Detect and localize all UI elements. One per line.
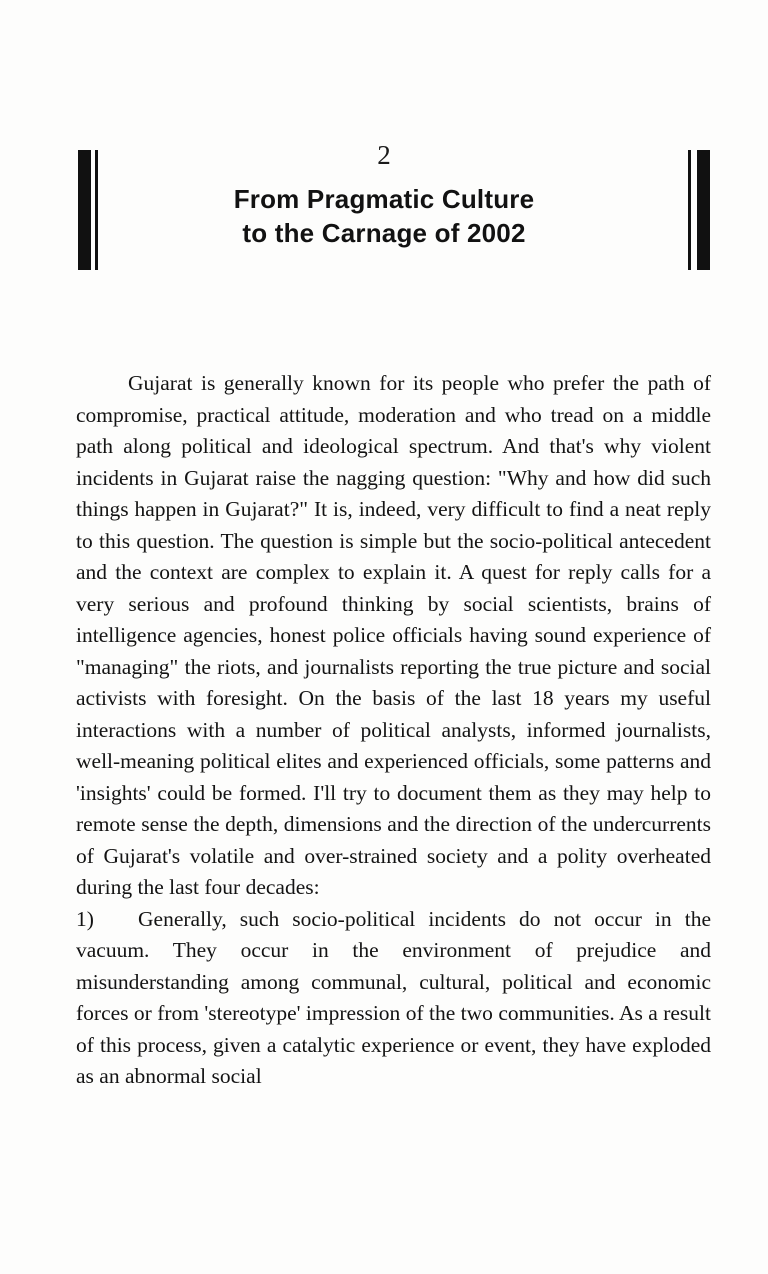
list-item-text: Generally, such socio-political incidents do not occur in the vacuum. They occur in the environment of prejudice and misunderstanding among communal, cultural, political and economic forces or from 'stereotype' impression of the two communities. As a result of this process, given a catalytic experience or event, they have exploded as an abnormal social [76,906,711,1088]
chapter-header [0,0,768,250]
rule-thin-bar [95,150,98,270]
page-title [0,182,768,250]
rule-thick-bar [78,150,91,270]
chapter-title-line-2: to the Carnage of 2002 [242,218,526,248]
list-item-marker: 1) [76,906,94,931]
chapter-title-line-1: From Pragmatic Culture [233,184,535,214]
paragraph-1: Gujarat is generally known for its people who prefer the path of compromise, practical attitude, moderation and who tread on a middle path along political and ideological spectrum. And that's why violent incidents in Gujarat raise the nagging question: "Why and how did such things happen in Gujarat?" It is, indeed, very difficult to find a neat reply to this question. The question is simple but the socio-political antecedent and the context are complex to explain it. A quest for reply calls for a very serious and profound thinking by social scientists, brains of intelligence agencies, honest police officials having sound experience of "managing" the riots, and journalists reporting the true picture and social activists with foresight. On the basis of the last 18 years my useful interactions with a number of political analysts, informed journalists, well-meaning political elites and experienced officials, some patterns and 'insights' could be formed. I'll try to document them as they may help to remote sense the depth, dimensions and the direction of the undercurrents of Gujarat's volatile and over-strained society and a polity overheated during the last four decades: [76,371,711,899]
decorative-rule-left [78,150,100,270]
rule-thin-bar [688,150,691,270]
chapter-number: 2 [377,140,391,170]
rule-thick-bar [697,150,710,270]
decorative-rule-right [688,150,710,270]
list-item [76,904,711,1093]
body-text [0,250,768,1093]
